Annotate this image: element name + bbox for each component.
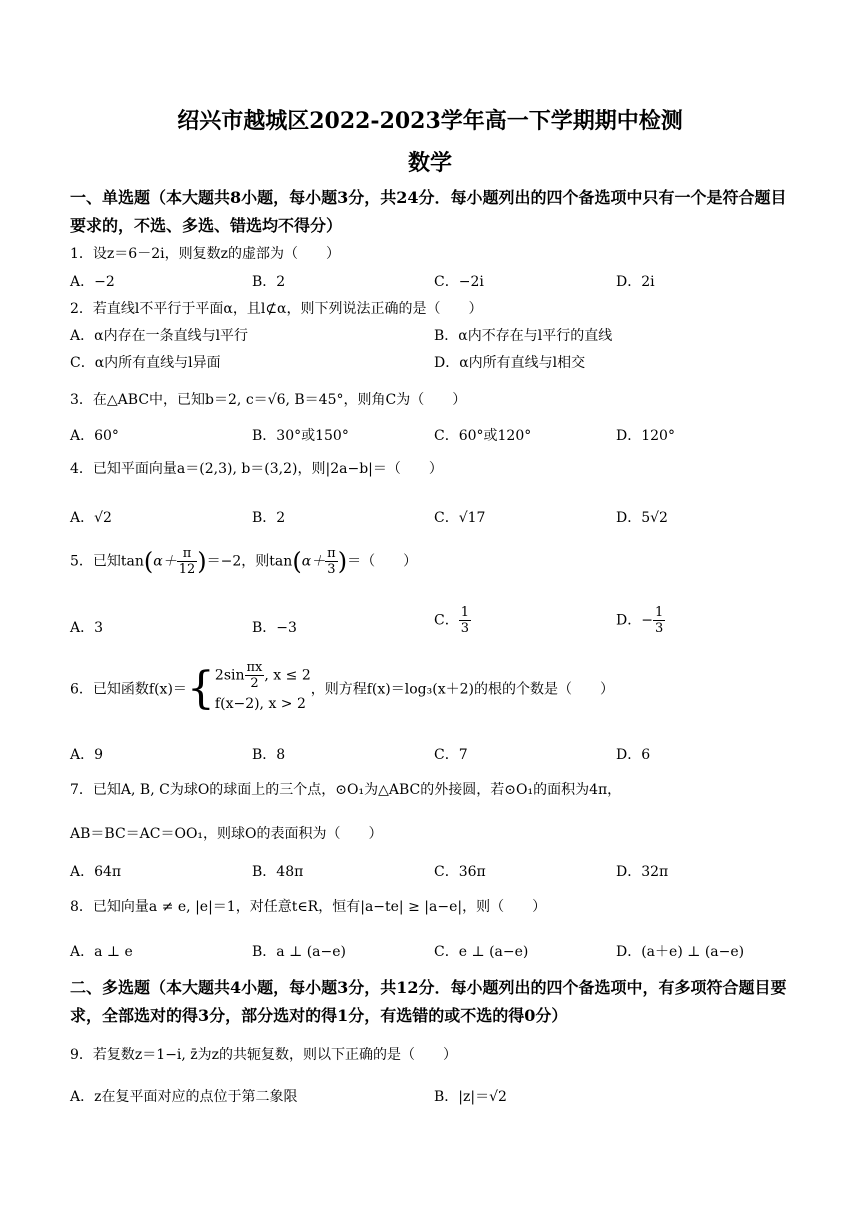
q5-frac1-num: π (177, 546, 198, 562)
q2-option-d: D．α内所有直线与l相交 (434, 355, 586, 371)
q5-frac2-den: 3 (327, 562, 336, 577)
q6-case-1 (215, 660, 311, 691)
q6-cases (215, 660, 311, 717)
q4-option-b: B．2 (252, 510, 286, 526)
q5-stem-post: ＝（ ） (347, 553, 418, 570)
q5-paren-open-2: ( (292, 547, 302, 576)
q7-option-a: A．64π (70, 864, 122, 880)
q6-case1-fraction (245, 660, 265, 691)
q2-option-a: A．α内存在一条直线与l平行 (70, 328, 249, 344)
q6-option-b: B．8 (252, 747, 286, 763)
q6-case1-post: , x ≤ 2 (264, 667, 311, 684)
q5-alpha-2: α＋ (301, 553, 326, 570)
q7-option-b: B．48π (252, 864, 304, 880)
q4-option-c: C．√17 (434, 510, 486, 526)
q1-option-a: A．−2 (70, 274, 115, 290)
q6-stem-pre: 6．已知函数f(x)＝ (70, 681, 187, 698)
q5-paren-close-2: ) (337, 547, 348, 576)
q4-option-a: A．√2 (70, 510, 112, 526)
q6-stem (70, 660, 614, 717)
q2-stem: 2．若直线l不平行于平面α，且l⊄α，则下列说法正确的是（ ） (70, 301, 483, 317)
exam-title: 绍兴市越城区2022-2023学年高一下学期期中检测 (177, 108, 683, 134)
q5-stem-mid: ＝−2，则tan (206, 553, 293, 570)
q5-option-b: B．−3 (252, 620, 297, 636)
q5-fraction-2 (325, 546, 338, 577)
q3-stem: 3．在△ABC中，已知b＝2, c＝√6, B＝45°，则角C为（ ） (70, 392, 467, 408)
q9-option-a: A．z在复平面对应的点位于第二象限 (70, 1089, 298, 1105)
q5-option-d (616, 605, 665, 636)
q5-paren-open: ( (143, 547, 154, 576)
q5-alpha-1: α＋ (153, 553, 177, 570)
q5-d-den: 3 (654, 621, 664, 636)
q5-option-d-prefix: D．− (616, 612, 653, 629)
q8-option-b: B．a ⊥ (a−e) (252, 944, 346, 960)
q5-option-c-fraction (459, 605, 471, 636)
q2-option-c: C．α内所有直线与l异面 (70, 355, 221, 371)
q6-stem-post: ，则方程f(x)＝log₃(x＋2)的根的个数是（ ） (310, 681, 614, 698)
q5-stem-pre: 5．已知tan (70, 553, 144, 570)
q6-option-d: D．6 (616, 747, 651, 763)
q3-option-b: B．30°或150° (252, 428, 349, 444)
q5-option-d-fraction (653, 605, 665, 636)
q5-option-c-prefix: C． (434, 612, 459, 629)
q8-stem: 8．已知向量a ≠ e, |e|＝1，对任意t∈R，恒有|a−te| ≥ |a−e|，则（ ） (70, 899, 547, 915)
q7-stem-line-2: AB＝BC＝AC＝OO₁，则球O的表面积为（ ） (70, 826, 383, 842)
q4-stem: 4．已知平面向量a＝(2,3), b＝(3,2)，则|2a−b|＝（ ） (70, 461, 443, 477)
section-2-heading: 二、多选题（本大题共4小题，每小题3分，共12分．每小题列出的四个备选项中，有多项符合题目要求，全部选对的得3分，部分选对的得1分，有选错的或不选的得0分） (70, 978, 787, 1025)
q1-stem: 1．设z＝6－2i，则复数z的虚部为（ ） (70, 246, 340, 262)
q3-option-c: C．60°或120° (434, 428, 532, 444)
q8-option-c: C．e ⊥ (a−e) (434, 944, 529, 960)
q2-option-b: B．α内不存在与l平行的直线 (434, 328, 613, 344)
q5-stem (70, 546, 417, 577)
q6-brace: { (186, 662, 215, 714)
q7-option-d: D．32π (616, 864, 669, 880)
q6-option-a: A．9 (70, 747, 104, 763)
q6-case1-pre: 2sin (214, 667, 245, 684)
q5-c-den: 3 (460, 621, 469, 636)
q6-case1-num: πx (246, 660, 263, 675)
q5-option-a: A．3 (70, 620, 104, 636)
q9-option-b: B．|z|＝√2 (434, 1089, 507, 1105)
section-1-heading: 一、单选题（本大题共8小题，每小题3分，共24分．每小题列出的四个备选项中只有一个是符合题目要求的，不选、多选、错选均不得分） (70, 188, 787, 235)
q5-d-num: 1 (654, 605, 664, 620)
q5-fraction-1 (177, 546, 198, 577)
q6-case-2: f(x−2), x > 2 (214, 696, 306, 712)
q5-c-num: 1 (460, 605, 469, 620)
q6-option-c: C．7 (434, 747, 468, 763)
subject-title: 数学 (407, 150, 452, 176)
q3-option-d: D．120° (616, 428, 675, 444)
q1-option-b: B．2 (252, 274, 286, 290)
q6-case1-den: 2 (250, 676, 259, 691)
q8-option-d: D．(a＋e) ⊥ (a−e) (616, 944, 745, 960)
q4-option-d: D．5√2 (616, 510, 668, 526)
q5-frac1-den: 12 (178, 562, 196, 577)
q3-option-a: A．60° (70, 428, 119, 444)
q5-frac2-num: π (327, 546, 336, 561)
q9-stem: 9．若复数z＝1−i, z̄为z的共轭复数，则以下正确的是（ ） (70, 1047, 458, 1063)
q7-stem-line-1: 7．已知A, B, C为球O的球面上的三个点，⊙O₁为△ABC的外接圆，若⊙O₁的面积为4π， (70, 782, 622, 798)
q5-paren-close: ) (197, 547, 207, 576)
q1-option-c: C．−2i (434, 274, 484, 290)
q7-option-c: C．36π (434, 864, 486, 880)
q8-option-a: A．a ⊥ e (70, 944, 133, 960)
q5-option-c (434, 605, 471, 636)
q1-option-d: D．2i (616, 274, 655, 290)
